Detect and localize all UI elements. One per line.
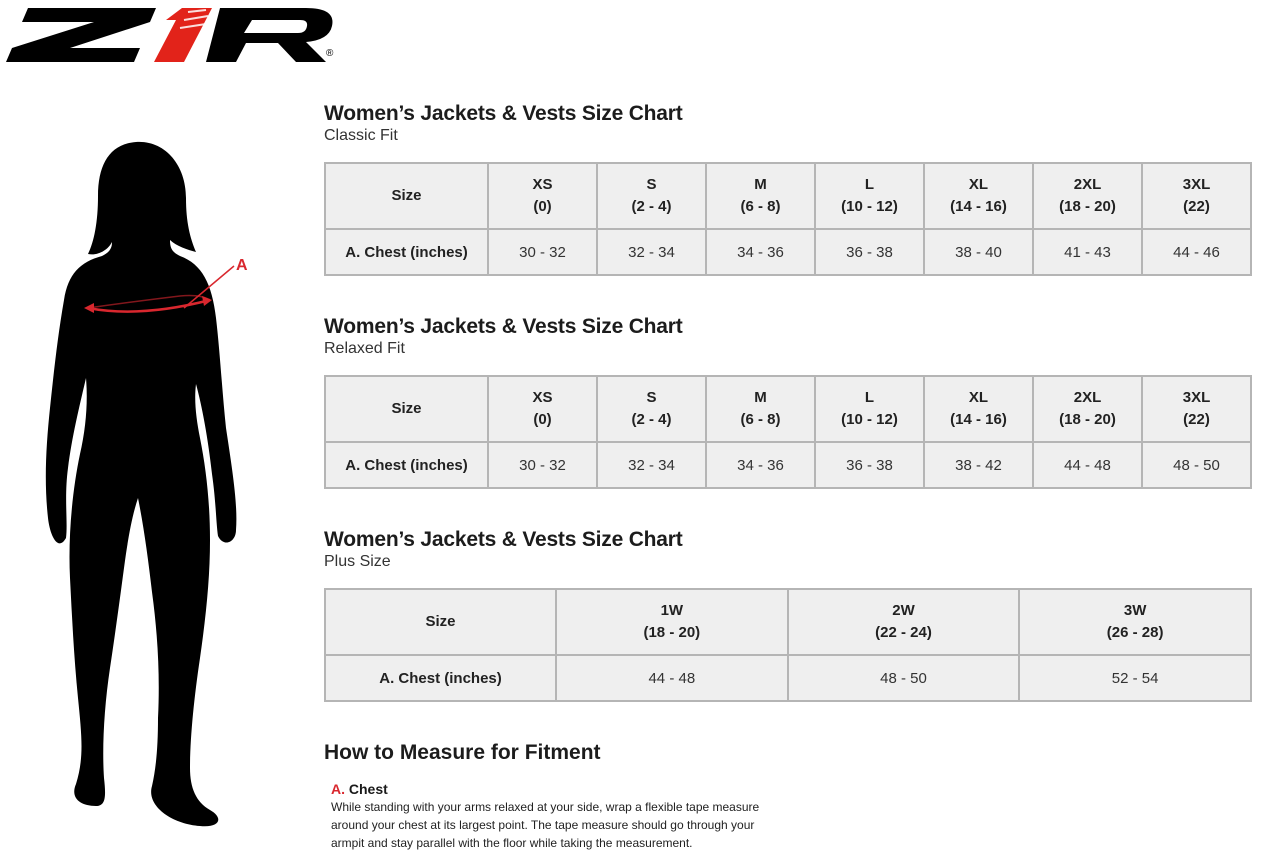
size-cell-s: S (2 - 4) [597, 163, 706, 229]
chest-value-cell: 48 - 50 [1142, 442, 1251, 488]
registered-mark: ® [326, 48, 334, 59]
description-line: around your chest at its largest point. The tape measure should go through your [331, 818, 755, 832]
chest-value-cell: 38 - 42 [924, 442, 1033, 488]
table-header-row [325, 589, 1251, 655]
plus-size-table [324, 588, 1252, 702]
measure-item-title [331, 780, 794, 798]
table-row [325, 442, 1251, 488]
size-cell-l: L (10 - 12) [815, 163, 924, 229]
chart-subtitle: Plus Size [324, 553, 391, 570]
chest-value-cell: 36 - 38 [815, 442, 924, 488]
measure-title: How to Measure for Fitment [324, 741, 601, 764]
chest-value-cell: 44 - 46 [1142, 229, 1251, 275]
size-cell-3xl: 3XL (22) [1142, 163, 1251, 229]
chest-value-cell: 34 - 36 [706, 442, 815, 488]
relaxed-fit-section [324, 315, 1252, 489]
measure-item-label: Chest [348, 781, 388, 797]
chest-value-cell: 30 - 32 [488, 229, 597, 275]
chest-value-cell: 44 - 48 [556, 655, 788, 701]
size-cell-xs: XS (0) [488, 376, 597, 442]
size-cell-s: S (2 - 4) [597, 376, 706, 442]
size-cell-3w: 3W (26 - 28) [1019, 589, 1251, 655]
chest-label-cell: A. Chest (inches) [325, 229, 488, 275]
chest-value-cell: 30 - 32 [488, 442, 597, 488]
chest-value-cell: 48 - 50 [788, 655, 1020, 701]
size-cell-2xl: 2XL (18 - 20) [1033, 376, 1142, 442]
size-cell-2xl: 2XL (18 - 20) [1033, 163, 1142, 229]
size-cell-xl: XL (14 - 16) [924, 376, 1033, 442]
chest-label-cell: A. Chest (inches) [325, 655, 556, 701]
size-cell-1w: 1W (18 - 20) [556, 589, 788, 655]
chart-title: Women’s Jackets & Vests Size Chart [324, 315, 683, 338]
size-cell-3xl: 3XL (22) [1142, 376, 1251, 442]
chart-subtitle: Classic Fit [324, 127, 398, 144]
size-cell-2w: 2W (22 - 24) [788, 589, 1020, 655]
chest-value-cell: 44 - 48 [1033, 442, 1142, 488]
size-header-cell: Size [325, 376, 488, 442]
chart-title: Women’s Jackets & Vests Size Chart [324, 528, 683, 551]
measure-item-letter: A. [331, 781, 345, 797]
size-cell-l: L (10 - 12) [815, 376, 924, 442]
size-header-cell: Size [325, 163, 488, 229]
classic-fit-size-table [324, 162, 1252, 276]
table-row [325, 655, 1251, 701]
chest-value-cell: 38 - 40 [924, 229, 1033, 275]
size-cell-xl: XL (14 - 16) [924, 163, 1033, 229]
table-header-row [325, 163, 1251, 229]
chest-value-cell: 36 - 38 [815, 229, 924, 275]
logo-letter-z [6, 8, 156, 62]
description-line: armpit and stay parallel with the floor while taking the measurement. [331, 836, 693, 850]
size-header-cell: Size [325, 589, 556, 655]
table-header-row [325, 376, 1251, 442]
how-to-measure-section [324, 740, 794, 852]
z1r-logo [6, 6, 338, 64]
woman-silhouette-figure [40, 138, 280, 828]
chest-label-cell: A. Chest (inches) [325, 442, 488, 488]
relaxed-fit-size-table [324, 375, 1252, 489]
chest-value-cell: 32 - 34 [597, 229, 706, 275]
silhouette-body [46, 142, 237, 826]
description-line: While standing with your arms relaxed at your side, wrap a flexible tape measure [331, 800, 760, 814]
logo-letter-r [206, 8, 332, 62]
classic-fit-section [324, 102, 1252, 276]
plus-size-section [324, 528, 1252, 702]
chest-marker-label: A [236, 257, 248, 274]
chest-value-cell: 52 - 54 [1019, 655, 1251, 701]
chest-value-cell: 32 - 34 [597, 442, 706, 488]
size-cell-m: M (6 - 8) [706, 163, 815, 229]
chest-value-cell: 41 - 43 [1033, 229, 1142, 275]
size-cell-m: M (6 - 8) [706, 376, 815, 442]
chart-title: Women’s Jackets & Vests Size Chart [324, 102, 683, 125]
size-cell-xs: XS (0) [488, 163, 597, 229]
chest-value-cell: 34 - 36 [706, 229, 815, 275]
measure-item-chest [331, 780, 794, 852]
chart-subtitle: Relaxed Fit [324, 340, 405, 357]
table-row [325, 229, 1251, 275]
measure-item-description [331, 798, 794, 852]
